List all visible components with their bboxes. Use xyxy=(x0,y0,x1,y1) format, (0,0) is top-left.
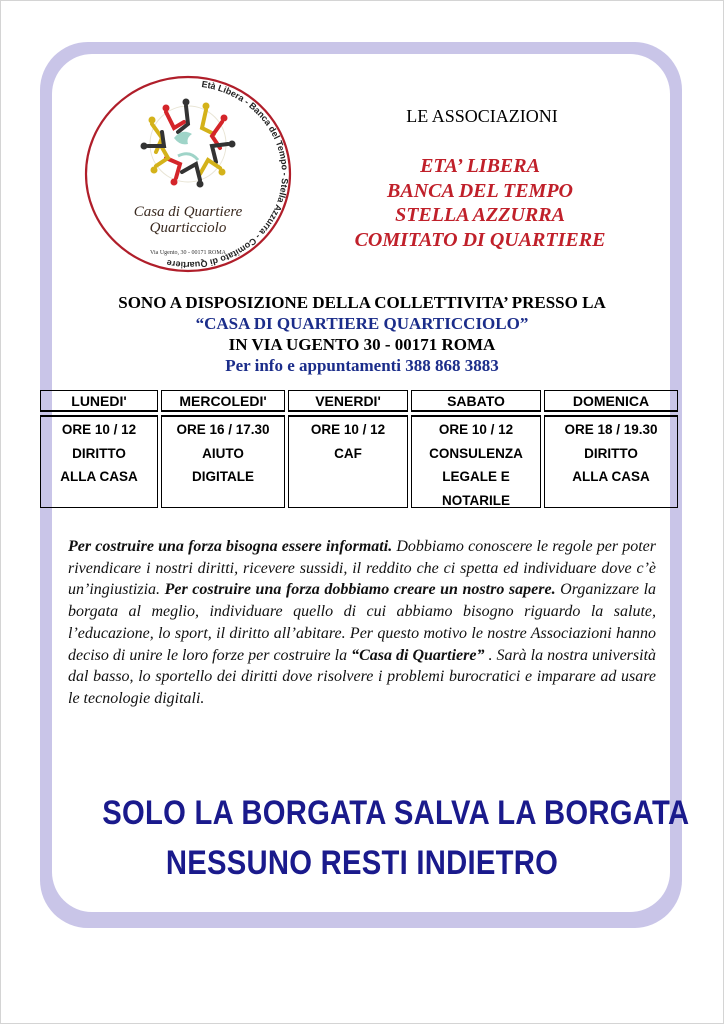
day-details xyxy=(288,415,408,508)
weekly-schedule xyxy=(40,390,684,510)
day-details xyxy=(161,415,285,508)
association-item: COMITATO DI QUARTIERE xyxy=(354,228,606,251)
day-detail-line: CONSULENZA xyxy=(429,445,523,461)
mission-text-2: Organizzare la borgata al meglio, individuare quello di cui abbiamo bisogno riguardo la salute, l’educazione, lo sport, il diritto all’abitare. Per questo motivo le nostre Associazioni hanno deciso di unire le loro forze per costruire la xyxy=(68,581,657,664)
day-detail-line: ORE 10 / 12 xyxy=(438,422,514,437)
schedule-saturday xyxy=(411,390,541,508)
slogan xyxy=(102,788,690,888)
address-line: IN VIA UGENTO 30 - 00171 ROMA xyxy=(228,335,496,354)
slogan-line2: NESSUNO RESTI INDIETRO xyxy=(165,844,559,882)
day-header: LUNEDI' xyxy=(40,390,158,412)
dancing-figures-icon xyxy=(141,99,236,188)
day-header: VENERDI' xyxy=(288,390,408,412)
schedule-wednesday xyxy=(161,390,285,508)
logo-title-line2: Quarticciolo xyxy=(149,220,227,236)
association-item: STELLA AZZURRA xyxy=(395,204,565,226)
contact-info: Per info e appuntamenti 388 868 3883 xyxy=(225,356,499,375)
day-details xyxy=(544,415,678,508)
day-detail-line: ORE 18 / 19.30 xyxy=(564,422,658,437)
logo-address: Via Ugento, 30 - 00171 ROMA xyxy=(150,250,226,256)
mission-text-1: Dobbiamo conoscere le regole per poter rivendicare i nostri diritti, ricevere sussidi, il reddito che ci spetta ed individuare dove c’è un’ingiustizia. xyxy=(68,538,657,599)
slogan-line1: SOLO LA BORGATA SALVA LA BORGATA xyxy=(102,794,690,832)
schedule-friday xyxy=(288,390,408,508)
day-details xyxy=(40,415,158,508)
day-details xyxy=(411,415,541,508)
day-header: DOMENICA xyxy=(544,390,678,412)
schedule-monday xyxy=(40,390,158,508)
logo-title-line1: Casa di Quartiere xyxy=(133,204,243,220)
logo-emblem xyxy=(82,72,294,276)
day-detail-line: ALLA CASA xyxy=(60,469,138,484)
day-detail-line: AIUTO xyxy=(202,445,244,461)
day-detail-line: NOTARILE xyxy=(442,492,510,508)
mission-bold-2: Per costruire una forza dobbiamo creare un nostro sapere. xyxy=(164,581,556,599)
day-detail-line: CAF xyxy=(334,445,362,461)
day-detail-line: DIRITTO xyxy=(584,445,638,461)
day-detail-line: ORE 10 / 12 xyxy=(61,422,137,437)
day-header: MERCOLEDI' xyxy=(161,390,285,412)
day-detail-line: DIRITTO xyxy=(72,445,126,461)
day-detail-line: LEGALE E xyxy=(442,469,510,484)
logo-ring-text: Età Libera - Banca del Tempo - Stella Azzurra - Comitato di Quartiere xyxy=(165,78,291,271)
availability-block xyxy=(60,292,664,376)
day-detail-line: ALLA CASA xyxy=(572,469,650,484)
schedule-sunday xyxy=(544,390,678,508)
association-item: ETA’ LIBERA xyxy=(420,155,540,177)
association-item: BANCA DEL TEMPO xyxy=(387,179,573,202)
associations-heading: LE ASSOCIAZIONI xyxy=(406,106,558,126)
day-header: SABATO xyxy=(411,390,541,412)
day-detail-line: ORE 10 / 12 xyxy=(310,422,386,437)
mission-text-3: . Sarà la nostra università dal basso, lo sportello dei diritti dove risolvere i problemi burocratici e imparare ad usare le tecnologie digitali. xyxy=(68,646,657,707)
logo-title xyxy=(82,204,294,236)
mission-paragraph xyxy=(68,536,656,710)
day-detail-line: ORE 16 / 17.30 xyxy=(176,422,270,437)
association-logo xyxy=(82,72,294,276)
availability-line: SONO A DISPOSIZIONE DELLA COLLETTIVITA’ PRESSO LA xyxy=(118,293,606,312)
day-detail-line: DIGITALE xyxy=(192,469,254,484)
mission-bold-1: Per costruire una forza bisogna essere informati. xyxy=(68,538,393,555)
associations-list xyxy=(330,154,630,252)
mission-bold-3: “Casa di Quartiere” xyxy=(351,646,485,664)
casa-quartiere-name: “CASA DI QUARTIERE QUARTICCIOLO” xyxy=(195,314,529,333)
